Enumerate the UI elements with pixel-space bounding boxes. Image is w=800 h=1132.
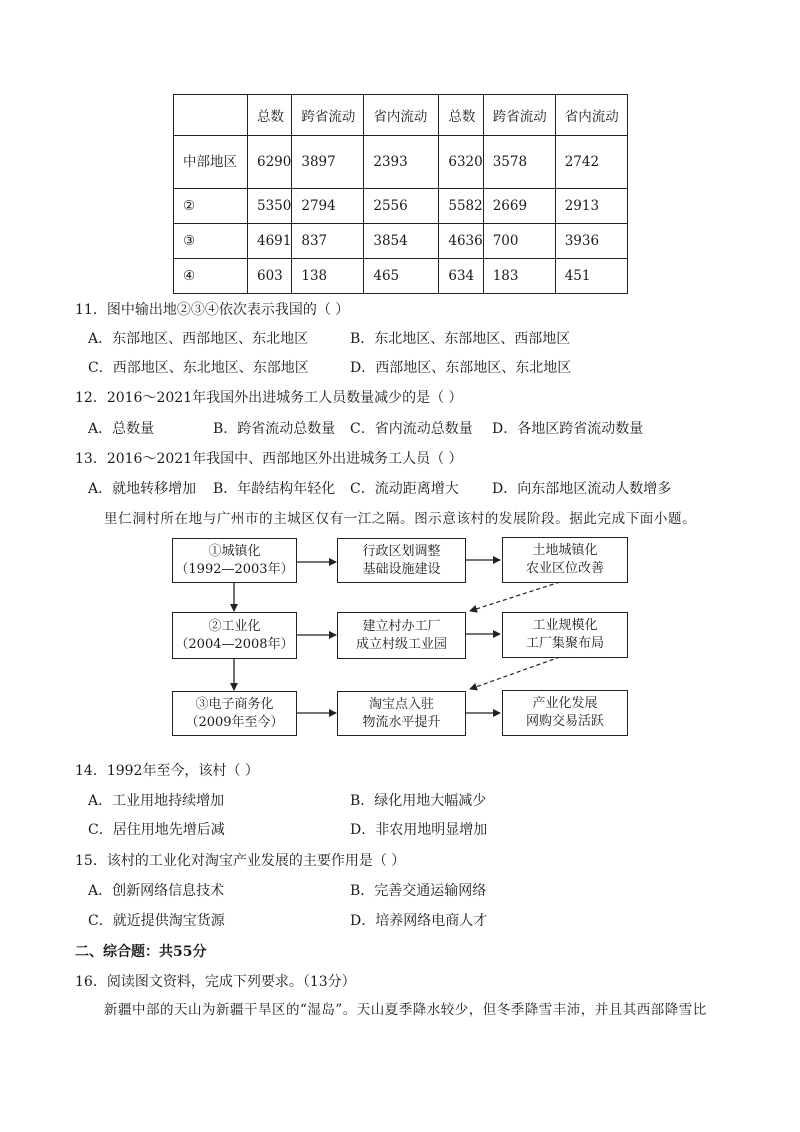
q11-option-a[interactable]: A．东部地区、西部地区、东北地区 — [88, 331, 309, 347]
table-cell: 2742 — [555, 136, 627, 189]
table-cell: ④ — [174, 259, 248, 294]
stage2-box — [172, 612, 297, 659]
q12-option-b[interactable]: B．跨省流动总数量 — [213, 421, 336, 437]
table-cell: 2556 — [364, 189, 439, 224]
dashed-arrow-right2-to-mid3 — [470, 657, 560, 689]
mid2-line2: 成立村级工业园 — [355, 636, 447, 652]
q13-option-c[interactable]: C．流动距离增大 — [350, 481, 459, 497]
table-cell: 5582 — [439, 189, 483, 224]
dashed-arrow-right1-to-mid2 — [470, 582, 560, 611]
stage1-title: ①城镇化 — [208, 543, 261, 559]
table-cell: 3854 — [364, 224, 439, 259]
table-cell: 451 — [555, 259, 627, 294]
table-cell: 中部地区 — [174, 136, 248, 189]
q13-option-a[interactable]: A．就地转移增加 — [88, 481, 197, 497]
q11-option-d[interactable]: D．西部地区、东部地区、东北地区 — [350, 360, 572, 376]
q12-option-d[interactable]: D．各地区跨省流动数量 — [492, 421, 644, 437]
right1-line2: 农业区位改善 — [525, 561, 604, 576]
q14-option-b[interactable]: B．绿化用地大幅减少 — [350, 793, 487, 809]
stage3-years: （2009年至今） — [185, 714, 284, 730]
table-cell: 5350 — [248, 189, 292, 224]
mid2-line1: 建立村办工厂 — [362, 618, 441, 634]
q11-option-c[interactable]: C．西部地区、东北地区、东部地区 — [88, 360, 309, 376]
table-cell: 837 — [292, 224, 364, 259]
stage2-years: （2004—2008年） — [175, 636, 294, 652]
q15-stem: 15．该村的工业化对淘宝产业发展的主要作用是（ ） — [75, 853, 406, 869]
table-cell: 4636 — [439, 224, 483, 259]
intro-paragraph: 里仁洞村所在地与广州市的主城区仅有一江之隔。图示意该村的发展阶段。据此完成下面小题。 — [104, 511, 697, 527]
mid3-box — [337, 691, 466, 736]
q13-stem: 13．2016～2021年我国中、西部地区外出进城务工人员（ ） — [75, 451, 463, 467]
table-header-cell: 总数 — [439, 95, 483, 136]
q15-option-a[interactable]: A．创新网络信息技术 — [88, 883, 225, 899]
table-cell: 2669 — [483, 189, 555, 224]
table-cell: ③ — [174, 224, 248, 259]
mid1-box — [337, 538, 466, 583]
table-cell: 6320 — [439, 136, 483, 189]
table-cell: 2393 — [364, 136, 439, 189]
table-header-cell: 总数 — [248, 95, 292, 136]
q14-option-d[interactable]: D．非农用地明显增加 — [350, 822, 488, 838]
table-cell: 4691 — [248, 224, 292, 259]
table-cell: 3897 — [292, 136, 364, 189]
q14-option-a[interactable]: A．工业用地持续增加 — [88, 793, 225, 809]
right1-box — [502, 537, 628, 583]
right2-line1: 工业规模化 — [532, 618, 598, 633]
stage1-years: （1992—2003年） — [175, 561, 294, 577]
q13-option-d[interactable]: D．向东部地区流动人数增多 — [492, 481, 672, 497]
q16-paragraph: 新疆中部的天山为新疆干旱区的“湿岛”。天山夏季降水较少，但冬季降雪丰沛，并且其西部降雪比 — [104, 1002, 707, 1018]
table-cell: 700 — [483, 224, 555, 259]
table-header-cell: 跨省流动 — [483, 95, 555, 136]
table-header-cell: 跨省流动 — [292, 95, 364, 136]
right3-box — [502, 690, 628, 736]
q12-option-a[interactable]: A．总数量 — [88, 421, 155, 437]
table-cell: 603 — [248, 259, 292, 294]
table-cell: 3936 — [555, 224, 627, 259]
q13-option-b[interactable]: B．年龄结构年轻化 — [213, 481, 336, 497]
table-cell: ② — [174, 189, 248, 224]
mid3-line1: 淘宝点入驻 — [368, 696, 434, 712]
mid1-line2: 基础设施建设 — [362, 561, 441, 577]
mid1-line1: 行政区划调整 — [362, 543, 441, 559]
q15-option-b[interactable]: B．完善交通运输网络 — [350, 883, 487, 899]
table-header-cell: 省内流动 — [364, 95, 439, 136]
q11-stem: 11．图中输出地②③④依次表示我国的（ ） — [75, 302, 350, 318]
stage3-title: ③电子商务化 — [195, 696, 274, 712]
table-cell: 183 — [483, 259, 555, 294]
mid2-box — [337, 612, 466, 659]
table-header-cell: 省内流动 — [555, 95, 627, 136]
table-cell: 6290 — [248, 136, 292, 189]
q11-option-b[interactable]: B．东北地区、东部地区、西部地区 — [350, 331, 571, 347]
table-cell: 2913 — [555, 189, 627, 224]
right2-line2: 工厂集聚布局 — [525, 636, 604, 651]
q12-option-c[interactable]: C．省内流动总数量 — [350, 421, 473, 437]
mid3-line2: 物流水平提升 — [362, 714, 441, 730]
table-cell: 634 — [439, 259, 483, 294]
q16-stem: 16．阅读图文资料，完成下列要求。（13分） — [75, 974, 356, 990]
q14-stem: 14．1992年至今，该村（ ） — [75, 763, 259, 779]
right3-line2: 网购交易活跃 — [525, 714, 604, 729]
right3-line1: 产业化发展 — [532, 696, 598, 711]
q15-option-c[interactable]: C．就近提供淘宝货源 — [88, 913, 225, 929]
section-heading: 二、综合题：共55分 — [75, 944, 207, 960]
q15-option-d[interactable]: D．培养网络电商人才 — [350, 913, 488, 929]
stage3-box — [172, 691, 297, 736]
table-cell: 3578 — [483, 136, 555, 189]
table-cell: 465 — [364, 259, 439, 294]
q14-option-c[interactable]: C．居住用地先增后减 — [88, 822, 225, 838]
table-cell: 2794 — [292, 189, 364, 224]
right2-box — [502, 612, 628, 658]
right1-line1: 土地城镇化 — [532, 543, 598, 558]
stage2-title: ②工业化 — [208, 618, 261, 634]
stage1-box — [172, 538, 297, 583]
q12-stem: 12．2016～2021年我国外出进城务工人员数量减少的是（ ） — [75, 390, 463, 406]
table-cell: 138 — [292, 259, 364, 294]
